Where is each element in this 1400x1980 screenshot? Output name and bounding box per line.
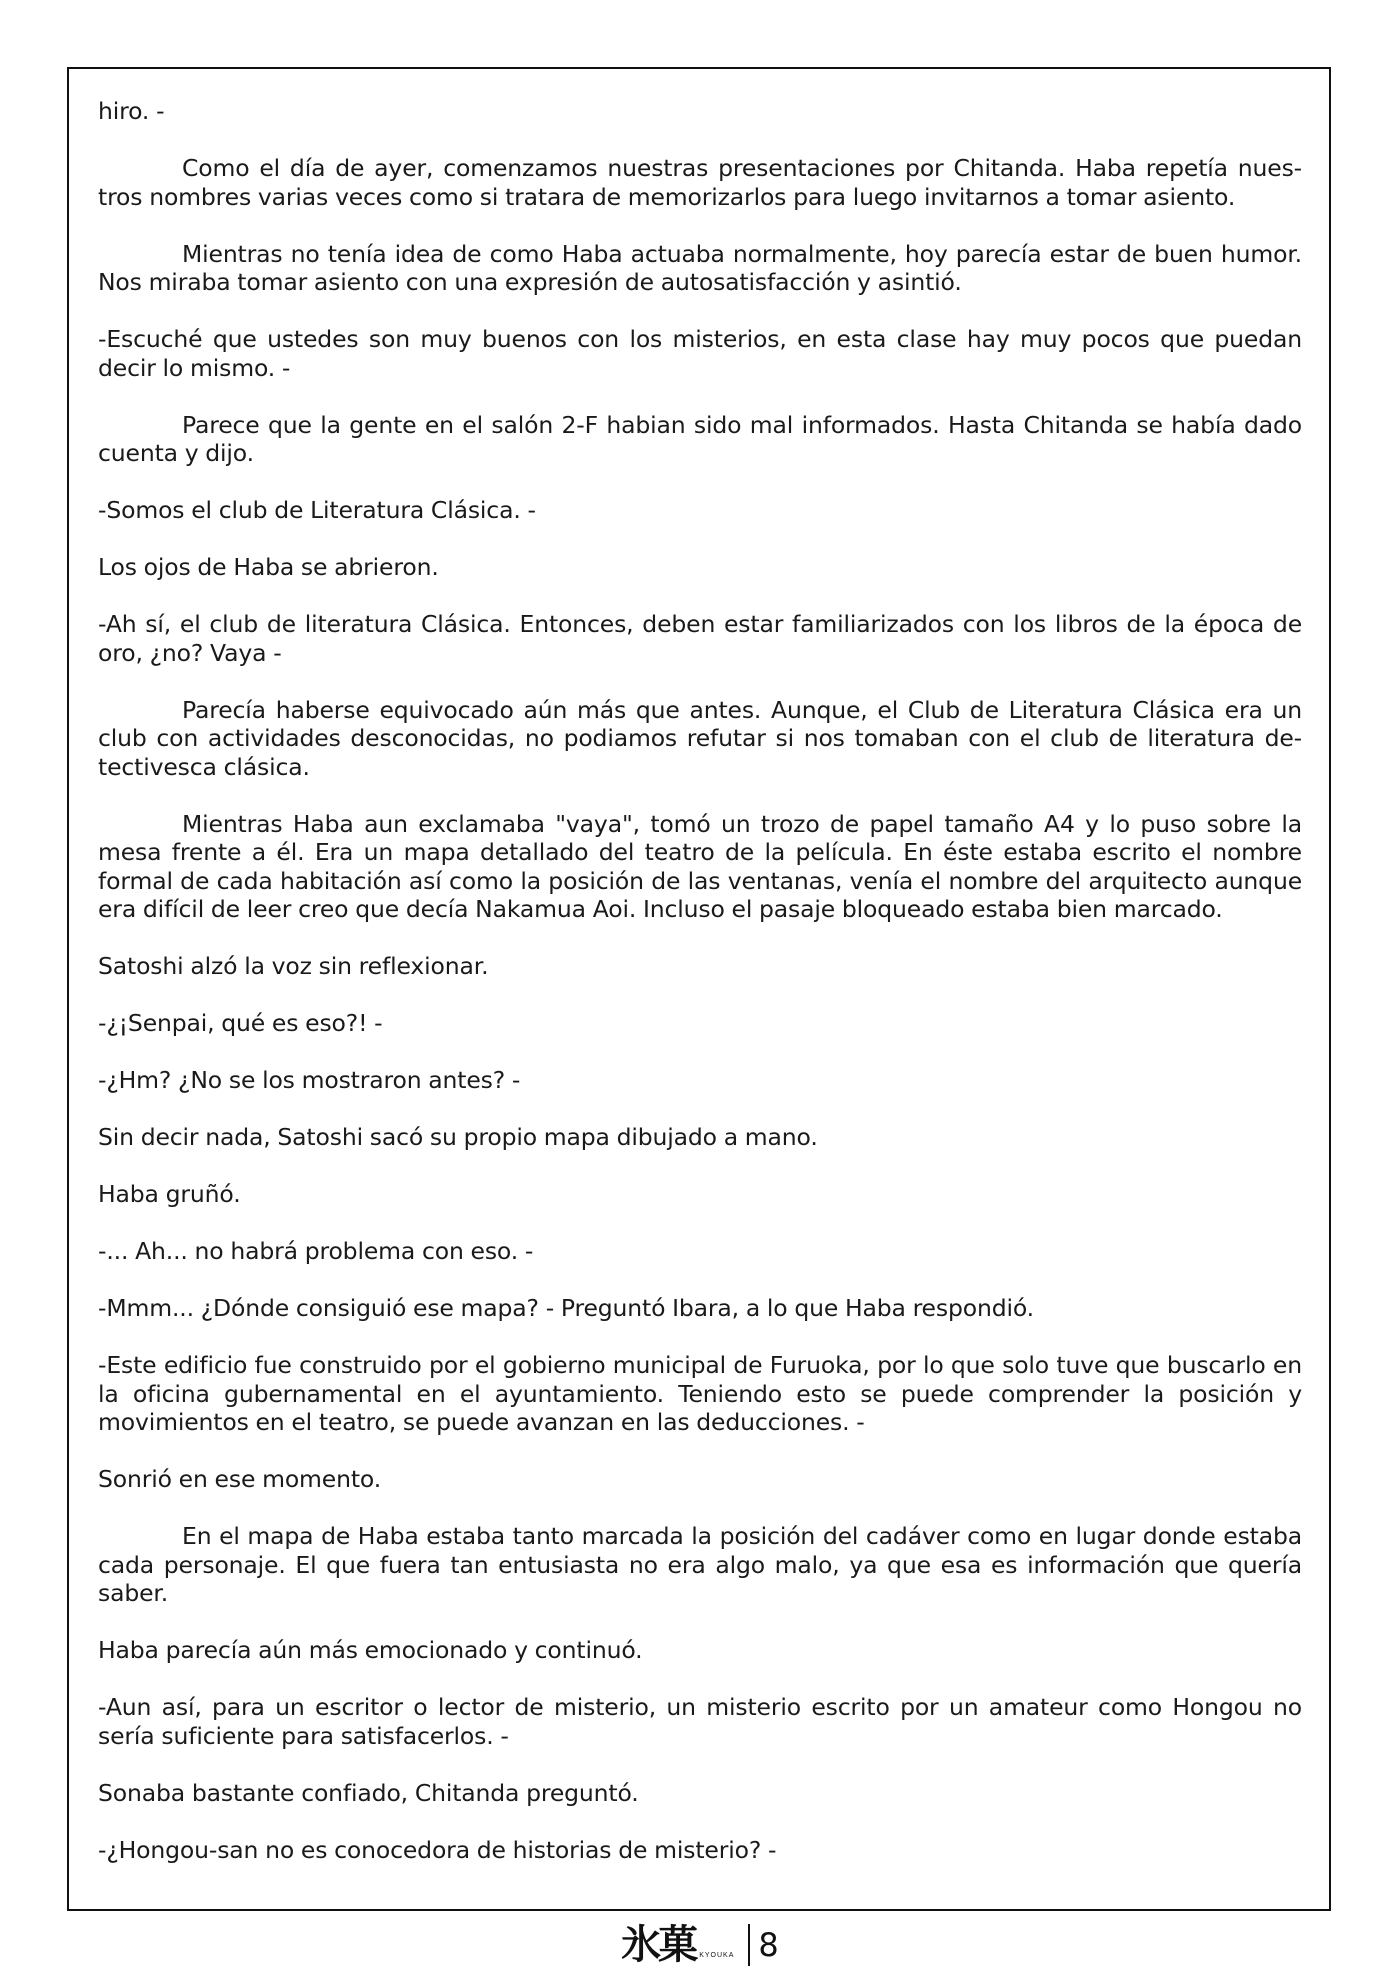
page-number: 8 <box>758 1926 779 1964</box>
paragraph: -Este edificio fue construido por el gobierno municipal de Furuoka, por lo que solo tuve que buscarlo en la oficina gubernamental en el ayuntamiento. Teniendo esto se puede comprender la posición y movimientos en el teatro, se puede avanzan en las deducciones. - <box>98 1351 1302 1436</box>
paragraph: Sonrió en ese momento. <box>98 1465 382 1493</box>
paragraph: -¿¡Senpai, qué es eso?! - <box>98 1009 383 1037</box>
paragraph: -Ah sí, el club de literatura Clásica. Entonces, deben estar familiarizados con los libros de la época de oro, ¿no? Vaya - <box>98 610 1302 667</box>
paragraph: -Aun así, para un escritor o lector de misterio, un misterio escrito por un amateur como Hongou no sería suficiente para satisfacerlos. - <box>98 1693 1302 1750</box>
paragraph: -¿Hongou-san no es conocedora de historias de misterio? - <box>98 1835 777 1864</box>
paragraph: -Escuché que ustedes son muy buenos con los misterios, en esta clase hay muy pocos que puedan decir lo mismo. - <box>98 325 1302 382</box>
paragraph: -¿Hm? ¿No se los mostraron antes? - <box>98 1066 521 1094</box>
paragraph: -Mmm... ¿Dónde consiguió ese mapa? - Preguntó Ibara, a lo que Haba respondió. <box>98 1294 1034 1322</box>
logo-subtitle: KYOUKA <box>699 1952 735 1959</box>
paragraph: Parece que la gente en el salón 2-F habian sido mal informados. Hasta Chitanda se había dado cuenta y dijo. <box>98 410 1302 467</box>
paragraph: Sin decir nada, Satoshi sacó su propio mapa dibujado a mano. <box>98 1123 818 1151</box>
paragraph: Haba parecía aún más emocionado y continuó. <box>98 1636 643 1664</box>
paragraph: Como el día de ayer, comenzamos nuestras presentaciones por Chitanda. Haba repetía nues-tros nombres varias veces como si tratara de memorizarlos para luego invitarnos a tomar asiento. <box>98 154 1302 211</box>
paragraph: hiro. - <box>98 97 165 125</box>
body-text <box>98 97 1302 1893</box>
paragraph: Mientras Haba aun exclamaba "vaya", tomó un trozo de papel tamaño A4 y lo puso sobre la mesa frente a él. Era un mapa detallado del teatro de la película. En éste estaba escrito el nombre formal de cada habitación así como la posición de las ventanas, venía el nombre del arquitecto aunque era difícil de leer creo que decía Nakamua Aoi. Incluso el pasaje bloqueado estaba bien marcado. <box>98 809 1302 923</box>
paragraph: -... Ah... no habrá problema con eso. - <box>98 1237 534 1265</box>
paragraph: En el mapa de Haba estaba tanto marcada la posición del cadáver como en lugar donde estaba cada personaje. El que fuera tan entusiasta no era algo malo, ya que esa es información que quería saber. <box>98 1522 1302 1607</box>
page-footer <box>0 1920 1400 1970</box>
paragraph: Parecía haberse equivocado aún más que antes. Aunque, el Club de Literatura Clásica era un club con actividades desconocidas, no podiamos refutar si nos tomaban con el club de literatura de-tectivesca clásica. <box>98 695 1302 781</box>
paragraph: -Somos el club de Literatura Clásica. - <box>98 496 536 524</box>
paragraph: Mientras no tenía idea de como Haba actuaba normalmente, hoy parecía estar de buen humor. Nos miraba tomar asiento con una expresión de autosatisfacción y asintió. <box>98 239 1302 296</box>
footer-divider <box>748 1924 750 1966</box>
paragraph: Haba gruñó. <box>98 1180 241 1208</box>
paragraph: Los ojos de Haba se abrieron. <box>98 553 439 581</box>
hyouka-logo <box>621 1923 734 1967</box>
paragraph: Sonaba bastante confiado, Chitanda preguntó. <box>98 1778 639 1807</box>
logo-kanji: 氷菓 <box>621 1921 696 1968</box>
paragraph: Satoshi alzó la voz sin reflexionar. <box>98 952 489 980</box>
